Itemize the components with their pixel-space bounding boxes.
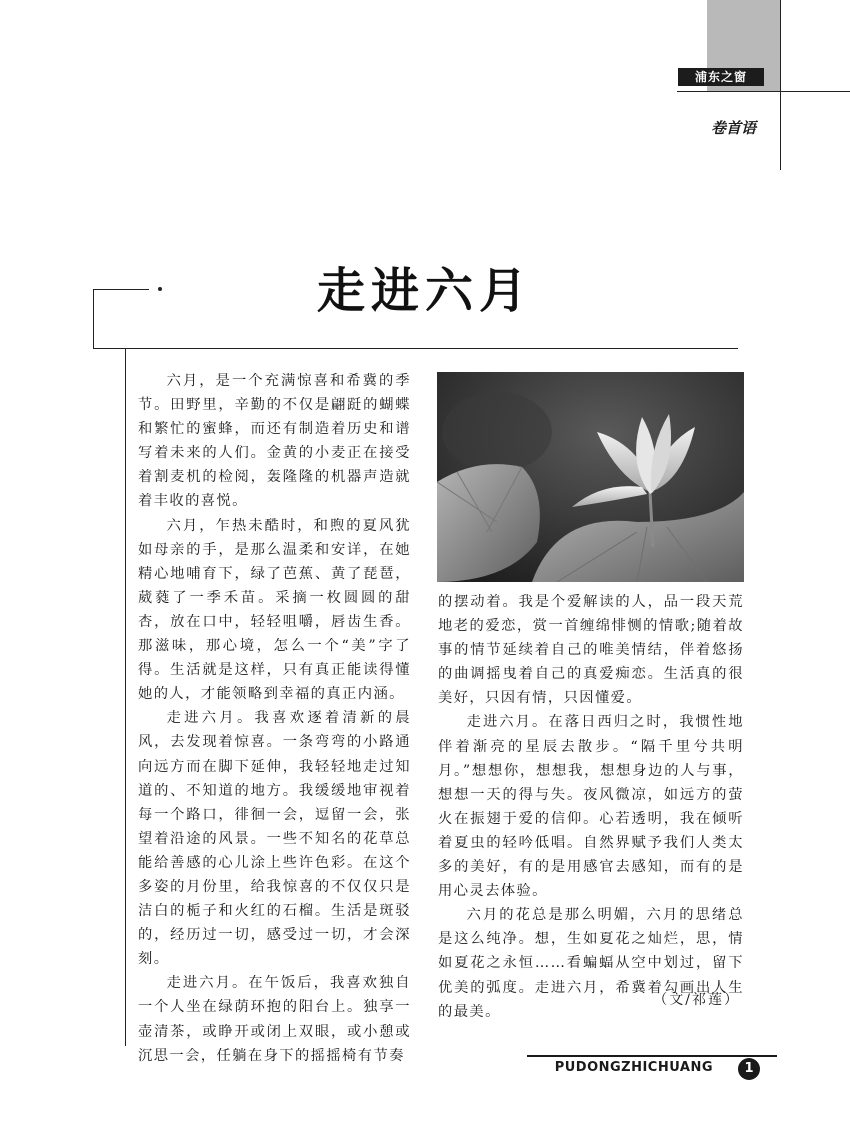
paragraph: 六月，是一个充满惊喜和希冀的季节。田野里，辛勤的不仅是翩跹的蝴蝶和繁忙的蜜蜂，而还有制造着历史和谱写着未来的人们。金黄的小麦正在接受着割麦机的检阅，轰隆隆的机器声造就着丰收的喜悦。 (138, 373, 411, 510)
title-bracket-side (93, 289, 94, 348)
body-column-left (138, 369, 411, 1068)
page-number: 1 (738, 1058, 760, 1080)
footer-magazine-name: PUDONGZHICHUANG (554, 1060, 713, 1075)
title-underline-rule (93, 348, 738, 349)
header-vertical-rule (780, 0, 781, 170)
paragraph: 走进六月。我喜欢逐着清新的晨风，去发现着惊喜。一条弯弯的小路通向远方而在脚下延伸，我轻轻地走过知道的、不知道的地方。我缓缓地审视着每一个路口，徘徊一会，逗留一会，张望着沿途的风景。一些不知名的花草总能给善感的心儿涂上些许色彩。在这个多姿的月份里，给我惊喜的不仅仅只是洁白的栀子和火红的石榴。生活是斑驳的，经历过一切，感受过一切，才会深刻。 (138, 710, 411, 968)
header-horizontal-rule (677, 91, 850, 92)
paragraph: 走进六月。在午饭后，我喜欢独自一个人坐在绿荫环抱的阳台上。独享一壶清茶，或睁开或闭上双眼，或小憩或沉思一会，任躺在身下的摇摇椅有节奏 (138, 975, 411, 1064)
masthead-logo: 浦东之窗 (678, 68, 764, 86)
body-column-right (438, 590, 744, 1024)
article-title: 走进六月 (316, 263, 533, 319)
section-label: 卷首语 (710, 119, 756, 137)
paragraph: 六月，乍热未酷时，和煦的夏风犹如母亲的手，是那么温柔和安详，在她精心地哺育下，绿了芭蕉、黄了琵琶，葳蕤了一季禾苗。采摘一枚圆圆的甜杏，放在口中，轻轻咀嚼，唇齿生香。那滋味，那心境，怎么一个“美”字了得。生活就是这样，只有真正能读得懂她的人，才能领略到幸福的真正内涵。 (138, 517, 411, 703)
lotus-photo (437, 372, 744, 582)
body-vertical-rule (125, 349, 126, 1046)
title-bracket-top (93, 289, 149, 290)
paragraph: 走进六月。在落日西归之时，我惯性地伴着渐亮的星辰去散步。“隔千里兮共明月。”想想你，想想我，想想身边的人与事，想想一天的得与失。夜风微凉，如远方的萤火在振翅于爱的信仰。心若透明，我在倾听着夏虫的轻吟低唱。自然界赋予我们人类太多的美好，有的是用感官去感知，而有的是用心灵去体验。 (438, 714, 744, 900)
footer-rule (527, 1055, 777, 1057)
paragraph: 的摆动着。我是个爱解读的人，品一段天荒地老的爱恋，赏一首缠绵悱恻的情歌;随着故事的情节延续着自己的唯美情结，伴着悠扬的曲调摇曳着自己的真爱痴恋。生活真的很美好，只因有情，只因懂爱。 (438, 594, 744, 707)
paragraph: 六月的花总是那么明媚，六月的思绪总是这么纯净。想，生如夏花之灿烂，思，情如夏花之永恒……看蝙蝠从空中划过，留下优美的弧度。走进六月，希冀着勾画出人生的最美。 (438, 907, 744, 1020)
decorative-dot (158, 287, 162, 291)
author-byline: （文/祁莲） (653, 992, 740, 1008)
